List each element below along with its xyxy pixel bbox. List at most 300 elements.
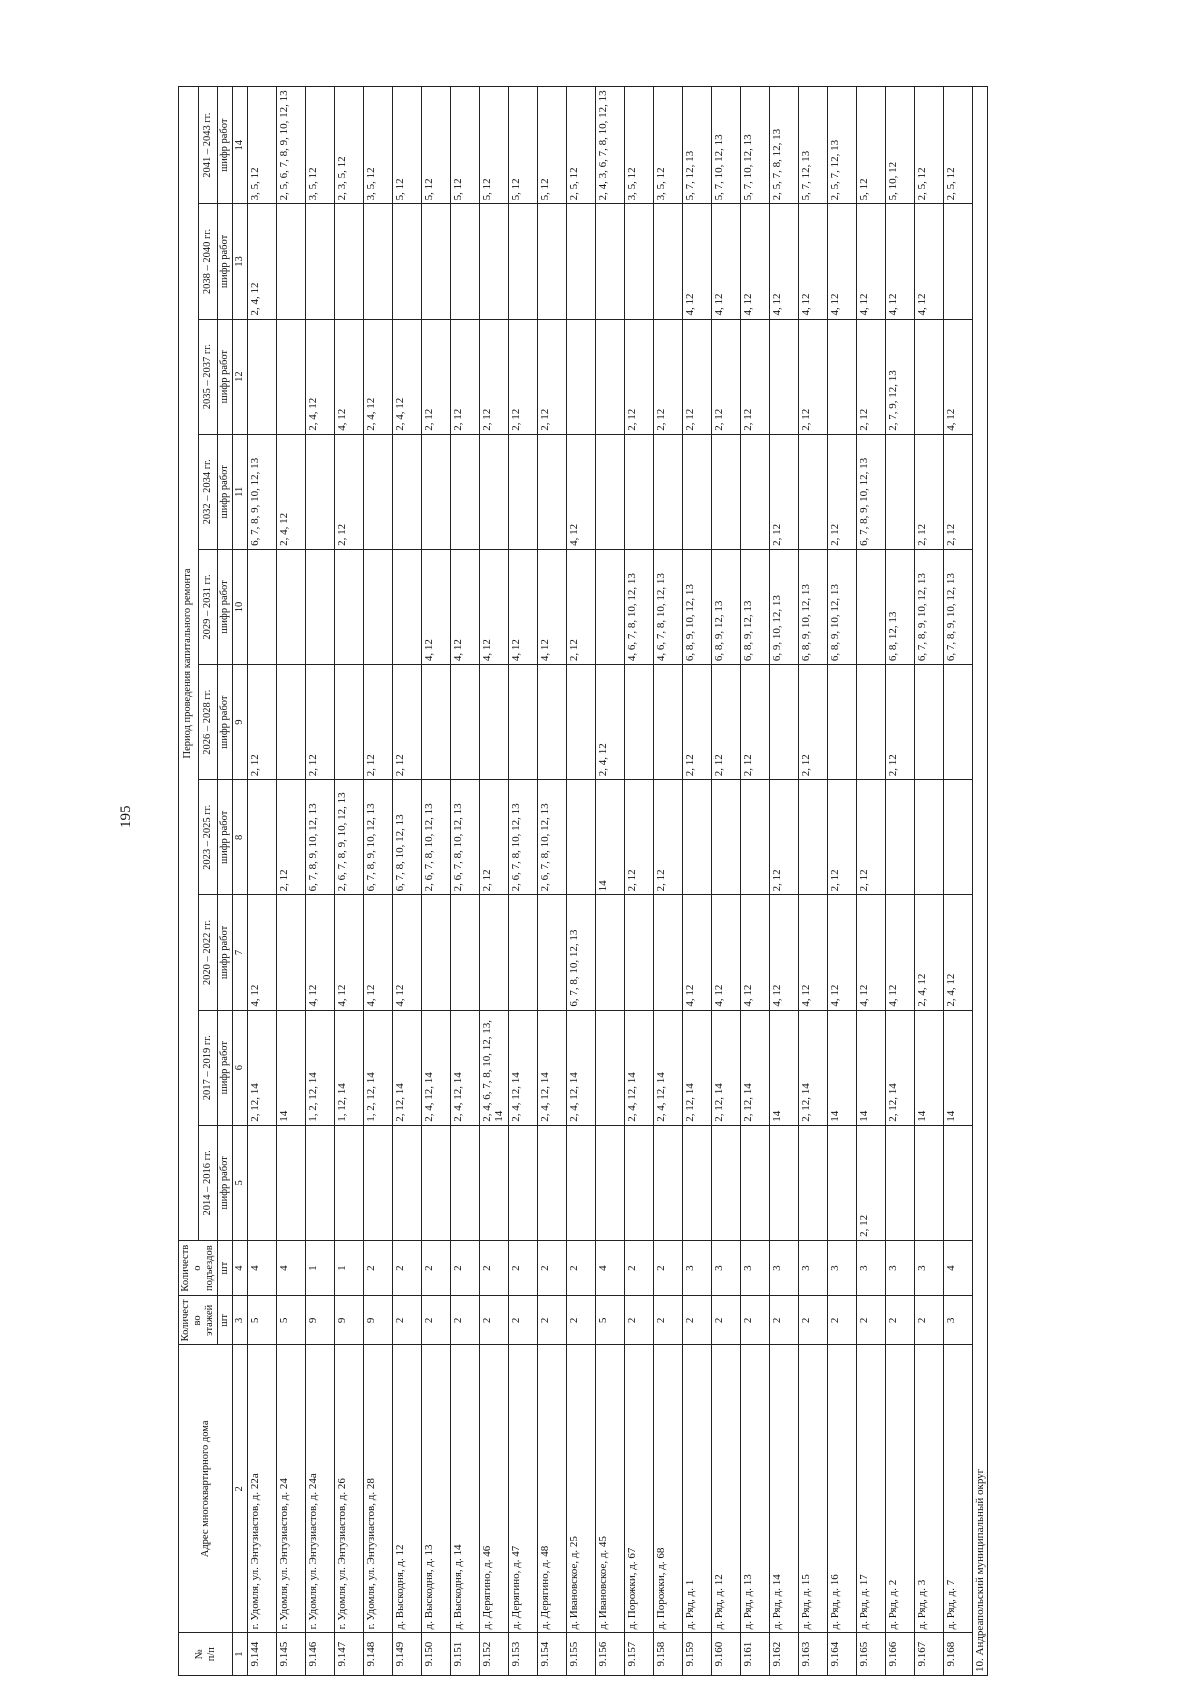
row-work-codes	[480, 204, 509, 319]
row-work-codes: 2, 4, 12, 14	[625, 1010, 654, 1125]
row-work-codes	[944, 665, 973, 780]
row-work-codes	[596, 549, 625, 664]
row-work-codes	[770, 665, 799, 780]
table-row	[683, 87, 712, 1676]
row-work-codes: 4, 12	[741, 895, 770, 1010]
row-entrances: 2	[451, 1240, 480, 1295]
index-cell: 13	[233, 204, 248, 319]
row-entrances: 2	[480, 1240, 509, 1295]
row-work-codes: 6, 8, 9, 12, 13	[712, 549, 741, 664]
table-row	[248, 87, 277, 1676]
row-address: д. Ряд, д. 3	[915, 1345, 944, 1633]
row-work-codes: 2, 12	[944, 434, 973, 549]
table-row	[799, 87, 828, 1676]
row-work-codes: 4, 12	[828, 895, 857, 1010]
row-work-codes: 5, 7, 12, 13	[683, 87, 712, 204]
row-address: д. Дерягино, д. 46	[480, 1345, 509, 1633]
row-work-codes	[364, 204, 393, 319]
row-work-codes: 4, 12	[509, 549, 538, 664]
row-address: д. Ивановское, д. 25	[567, 1345, 596, 1633]
row-entrances: 4	[944, 1240, 973, 1295]
table-row	[364, 87, 393, 1676]
table-row	[393, 87, 422, 1676]
row-work-codes	[683, 434, 712, 549]
row-work-codes: 5, 12	[393, 87, 422, 204]
row-work-codes: 14	[596, 780, 625, 895]
row-work-codes	[857, 549, 886, 664]
index-cell: 12	[233, 319, 248, 434]
row-work-codes	[422, 1125, 451, 1240]
row-floors: 2	[799, 1296, 828, 1345]
row-work-codes	[944, 1125, 973, 1240]
row-floors: 2	[683, 1296, 712, 1345]
row-work-codes	[422, 895, 451, 1010]
row-work-codes: 2, 12	[741, 665, 770, 780]
header-code-6: шифр работ	[218, 549, 233, 664]
header-period-7: 2032 – 2034 гг.	[198, 434, 218, 549]
index-cell: 2	[233, 1345, 248, 1633]
row-work-codes: 6, 7, 8, 9, 10, 12, 13	[857, 434, 886, 549]
row-entrances: 2	[567, 1240, 596, 1295]
row-work-codes	[451, 434, 480, 549]
row-address: д. Ивановское, д. 45	[596, 1345, 625, 1633]
row-address: д. Выскодня, д. 13	[422, 1345, 451, 1633]
row-work-codes	[393, 204, 422, 319]
row-work-codes	[480, 1125, 509, 1240]
table-row	[480, 87, 509, 1676]
index-cell: 11	[233, 434, 248, 549]
table-row	[538, 87, 567, 1676]
row-entrances: 1	[306, 1240, 335, 1295]
row-number: 9.152	[480, 1633, 509, 1676]
row-work-codes	[306, 204, 335, 319]
row-work-codes	[567, 1125, 596, 1240]
table-row	[306, 87, 335, 1676]
row-work-codes: 14	[770, 1010, 799, 1125]
row-floors: 2	[915, 1296, 944, 1345]
row-number: 9.167	[915, 1633, 944, 1676]
row-work-codes	[306, 1125, 335, 1240]
row-work-codes	[625, 665, 654, 780]
row-work-codes: 2, 5, 7, 8, 12, 13	[770, 87, 799, 204]
row-entrances: 2	[364, 1240, 393, 1295]
header-code-8: шифр работ	[218, 319, 233, 434]
row-number: 9.151	[451, 1633, 480, 1676]
row-work-codes: 2, 12	[770, 434, 799, 549]
row-floors: 2	[828, 1296, 857, 1345]
row-work-codes	[944, 780, 973, 895]
row-work-codes	[538, 895, 567, 1010]
header-code-5: шифр работ	[218, 665, 233, 780]
capital-repair-table-sheet	[178, 86, 1068, 1676]
row-entrances: 4	[248, 1240, 277, 1295]
table-row	[857, 87, 886, 1676]
table-row	[886, 87, 915, 1676]
row-work-codes: 2, 12	[886, 665, 915, 780]
row-entrances: 3	[857, 1240, 886, 1295]
row-work-codes	[277, 319, 306, 434]
row-entrances: 2	[625, 1240, 654, 1295]
row-work-codes: 2, 12	[799, 665, 828, 780]
row-work-codes	[886, 780, 915, 895]
row-number: 9.149	[393, 1633, 422, 1676]
index-cell: 10	[233, 549, 248, 664]
header-period-2: 2017 – 2019 гг.	[198, 1010, 218, 1125]
row-work-codes: 2, 12	[393, 665, 422, 780]
row-entrances: 4	[277, 1240, 306, 1295]
row-work-codes: 1, 2, 12, 14	[306, 1010, 335, 1125]
row-entrances: 3	[886, 1240, 915, 1295]
row-work-codes: 4, 12	[828, 204, 857, 319]
row-work-codes: 2, 12	[712, 665, 741, 780]
row-number: 9.163	[799, 1633, 828, 1676]
row-number: 9.161	[741, 1633, 770, 1676]
row-work-codes	[886, 434, 915, 549]
row-work-codes: 5, 7, 12, 13	[799, 87, 828, 204]
row-work-codes: 6, 8, 9, 10, 12, 13	[799, 549, 828, 664]
section-title: 10. Андреапольский муниципальный округ	[973, 87, 988, 1676]
row-work-codes	[625, 204, 654, 319]
row-number: 9.153	[509, 1633, 538, 1676]
row-work-codes: 6, 7, 8, 9, 10, 12, 13	[944, 549, 973, 664]
row-floors: 9	[335, 1296, 364, 1345]
row-number: 9.147	[335, 1633, 364, 1676]
row-floors: 2	[422, 1296, 451, 1345]
row-work-codes: 2, 4, 12	[306, 319, 335, 434]
index-cell: 8	[233, 780, 248, 895]
header-entrances: Количество подъездов	[179, 1240, 218, 1295]
row-address: д. Порожки, д. 67	[625, 1345, 654, 1633]
header-code-3: шифр работ	[218, 895, 233, 1010]
row-entrances: 2	[538, 1240, 567, 1295]
table-row	[625, 87, 654, 1676]
row-work-codes: 2, 12	[567, 549, 596, 664]
header-unit-floors: шт	[218, 1296, 233, 1345]
row-address: д. Дерягино, д. 48	[538, 1345, 567, 1633]
row-number: 9.145	[277, 1633, 306, 1676]
row-work-codes: 2, 12	[799, 319, 828, 434]
row-work-codes: 2, 4, 12, 14	[451, 1010, 480, 1125]
row-work-codes: 14	[915, 1010, 944, 1125]
row-work-codes: 4, 12	[364, 895, 393, 1010]
row-number: 9.155	[567, 1633, 596, 1676]
row-work-codes	[422, 204, 451, 319]
row-work-codes: 6, 8, 12, 13	[886, 549, 915, 664]
row-work-codes: 4, 12	[886, 895, 915, 1010]
row-entrances: 2	[422, 1240, 451, 1295]
row-work-codes: 4, 12	[944, 319, 973, 434]
row-work-codes: 2, 6, 7, 8, 10, 12, 13	[422, 780, 451, 895]
row-work-codes: 2, 12	[683, 665, 712, 780]
row-work-codes	[596, 204, 625, 319]
row-work-codes	[451, 895, 480, 1010]
row-work-codes: 14	[277, 1010, 306, 1125]
row-work-codes: 2, 12	[712, 319, 741, 434]
row-work-codes: 6, 7, 8, 9, 10, 12, 13	[364, 780, 393, 895]
row-work-codes	[915, 665, 944, 780]
row-address: г. Удомля, ул. Энтузиастов, д. 26	[335, 1345, 364, 1633]
row-work-codes	[799, 1125, 828, 1240]
header-unit-entrances: шт	[218, 1240, 233, 1295]
row-floors: 2	[770, 1296, 799, 1345]
row-work-codes: 2, 4, 3, 6, 7, 8, 10, 12, 13	[596, 87, 625, 204]
table-row	[915, 87, 944, 1676]
row-work-codes	[741, 434, 770, 549]
row-work-codes	[683, 780, 712, 895]
table-row	[567, 87, 596, 1676]
row-work-codes: 2, 4, 12, 14	[509, 1010, 538, 1125]
row-work-codes	[712, 1125, 741, 1240]
row-work-codes: 6, 7, 8, 9, 10, 12, 13	[306, 780, 335, 895]
row-address: д. Ряд, д. 12	[712, 1345, 741, 1633]
row-work-codes: 3, 5, 12	[248, 87, 277, 204]
row-work-codes	[799, 780, 828, 895]
row-work-codes: 4, 6, 7, 8, 10, 12, 13	[625, 549, 654, 664]
row-work-codes: 6, 9, 10, 12, 13	[770, 549, 799, 664]
row-work-codes: 2, 12, 14	[712, 1010, 741, 1125]
row-number: 9.148	[364, 1633, 393, 1676]
row-work-codes	[596, 895, 625, 1010]
table-row	[741, 87, 770, 1676]
row-work-codes	[393, 434, 422, 549]
table-row	[596, 87, 625, 1676]
row-work-codes	[567, 780, 596, 895]
index-cell: 3	[233, 1296, 248, 1345]
header-code-9: шифр работ	[218, 204, 233, 319]
row-work-codes: 4, 12	[857, 895, 886, 1010]
row-work-codes: 4, 12	[712, 895, 741, 1010]
row-work-codes	[741, 780, 770, 895]
row-work-codes	[828, 319, 857, 434]
index-cell: 6	[233, 1010, 248, 1125]
row-work-codes	[596, 1010, 625, 1125]
row-work-codes: 2, 12	[509, 319, 538, 434]
row-work-codes	[335, 204, 364, 319]
row-work-codes: 2, 12	[915, 434, 944, 549]
row-work-codes: 6, 8, 9, 12, 13	[741, 549, 770, 664]
row-work-codes	[277, 895, 306, 1010]
row-work-codes: 5, 10, 12	[886, 87, 915, 204]
row-floors: 2	[480, 1296, 509, 1345]
row-address: д. Ряд, д. 14	[770, 1345, 799, 1633]
row-work-codes	[944, 204, 973, 319]
row-work-codes	[451, 665, 480, 780]
row-address: д. Ряд, д. 15	[799, 1345, 828, 1633]
row-number: 9.164	[828, 1633, 857, 1676]
row-work-codes: 4, 12	[799, 895, 828, 1010]
row-work-codes: 2, 6, 7, 8, 10, 12, 13	[509, 780, 538, 895]
row-work-codes: 5, 12	[422, 87, 451, 204]
row-work-codes	[915, 1125, 944, 1240]
row-number: 9.159	[683, 1633, 712, 1676]
row-work-codes: 2, 12	[538, 319, 567, 434]
row-work-codes	[509, 204, 538, 319]
row-address: д. Ряд, д. 16	[828, 1345, 857, 1633]
row-work-codes: 3, 5, 12	[364, 87, 393, 204]
row-work-codes: 2, 12, 14	[886, 1010, 915, 1125]
table-row	[770, 87, 799, 1676]
row-work-codes	[886, 1125, 915, 1240]
row-work-codes	[596, 434, 625, 549]
row-work-codes: 2, 12, 14	[799, 1010, 828, 1125]
row-work-codes	[915, 319, 944, 434]
row-work-codes: 2, 12	[857, 1125, 886, 1240]
row-entrances: 3	[741, 1240, 770, 1295]
row-work-codes	[364, 549, 393, 664]
header-period: Период проведения капитального ремонта	[179, 87, 199, 1241]
header-index-row	[233, 87, 248, 1676]
row-work-codes: 2, 12	[451, 319, 480, 434]
row-work-codes: 5, 7, 10, 12, 13	[741, 87, 770, 204]
row-work-codes: 2, 12	[248, 665, 277, 780]
row-work-codes	[654, 1125, 683, 1240]
row-entrances: 2	[654, 1240, 683, 1295]
row-floors: 9	[306, 1296, 335, 1345]
row-work-codes	[509, 665, 538, 780]
table-row	[277, 87, 306, 1676]
row-floors: 3	[944, 1296, 973, 1345]
row-number: 9.166	[886, 1633, 915, 1676]
row-floors: 5	[596, 1296, 625, 1345]
row-work-codes: 2, 3, 5, 12	[335, 87, 364, 204]
row-floors: 5	[277, 1296, 306, 1345]
row-work-codes	[480, 434, 509, 549]
row-entrances: 3	[828, 1240, 857, 1295]
row-address: г. Удомля, ул. Энтузиастов, д. 22а	[248, 1345, 277, 1633]
row-work-codes	[625, 434, 654, 549]
row-work-codes: 3, 5, 12	[625, 87, 654, 204]
row-work-codes: 2, 6, 7, 8, 10, 12, 13	[538, 780, 567, 895]
row-entrances: 3	[683, 1240, 712, 1295]
row-entrances: 3	[915, 1240, 944, 1295]
row-work-codes: 2, 12	[335, 434, 364, 549]
row-work-codes: 1, 2, 12, 14	[364, 1010, 393, 1125]
row-work-codes: 2, 12	[480, 319, 509, 434]
row-work-codes	[248, 780, 277, 895]
row-address: д. Ряд, д. 7	[944, 1345, 973, 1633]
row-floors: 2	[567, 1296, 596, 1345]
row-work-codes: 1, 12, 14	[335, 1010, 364, 1125]
row-work-codes: 6, 8, 9, 10, 12, 13	[828, 549, 857, 664]
row-work-codes: 4, 12	[683, 895, 712, 1010]
row-work-codes	[857, 665, 886, 780]
row-work-codes: 4, 12	[770, 204, 799, 319]
header-code-1: шифр работ	[218, 1125, 233, 1240]
row-work-codes: 4, 12	[770, 895, 799, 1010]
row-work-codes	[393, 549, 422, 664]
row-work-codes	[306, 549, 335, 664]
table-row	[422, 87, 451, 1676]
row-work-codes: 2, 12	[422, 319, 451, 434]
row-work-codes	[596, 1125, 625, 1240]
row-work-codes: 2, 12	[277, 780, 306, 895]
row-work-codes: 2, 4, 12	[248, 204, 277, 319]
row-work-codes: 4, 12	[857, 204, 886, 319]
row-work-codes: 2, 4, 12, 14	[422, 1010, 451, 1125]
row-work-codes	[712, 434, 741, 549]
row-work-codes: 2, 12	[654, 780, 683, 895]
header-period-10: 2041 – 2043 гг.	[198, 87, 218, 204]
index-cell: 5	[233, 1125, 248, 1240]
row-work-codes: 2, 4, 12, 14	[538, 1010, 567, 1125]
header-address: Адрес многоквартирного дома	[179, 1345, 233, 1633]
row-work-codes: 6, 7, 8, 9, 10, 12, 13	[248, 434, 277, 549]
row-work-codes	[799, 434, 828, 549]
row-work-codes	[828, 665, 857, 780]
row-work-codes: 6, 7, 8, 9, 10, 12, 13	[915, 549, 944, 664]
row-work-codes	[567, 204, 596, 319]
row-address: д. Порожки, д. 68	[654, 1345, 683, 1633]
row-work-codes	[422, 665, 451, 780]
row-address: г. Удомля, ул. Энтузиастов, д. 28	[364, 1345, 393, 1633]
row-work-codes: 4, 12	[451, 549, 480, 664]
row-work-codes: 2, 12	[480, 780, 509, 895]
row-work-codes: 2, 12	[857, 780, 886, 895]
row-floors: 2	[654, 1296, 683, 1345]
row-work-codes: 5, 12	[538, 87, 567, 204]
row-floors: 5	[248, 1296, 277, 1345]
header-code-7: шифр работ	[218, 434, 233, 549]
row-work-codes: 2, 12	[770, 780, 799, 895]
row-work-codes	[770, 1125, 799, 1240]
row-address: д. Ряд, д. 1	[683, 1345, 712, 1633]
row-floors: 2	[886, 1296, 915, 1345]
table-row	[944, 87, 973, 1676]
row-work-codes: 4, 6, 7, 8, 10, 12, 13	[654, 549, 683, 664]
row-work-codes: 6, 7, 8, 10, 12, 13	[393, 780, 422, 895]
row-floors: 2	[625, 1296, 654, 1345]
row-work-codes	[480, 895, 509, 1010]
row-work-codes: 2, 12	[364, 665, 393, 780]
row-work-codes: 14	[857, 1010, 886, 1125]
header-code-10: шифр работ	[218, 87, 233, 204]
header-code-4: шифр работ	[218, 780, 233, 895]
row-work-codes: 4, 12	[480, 549, 509, 664]
row-work-codes: 4, 12	[538, 549, 567, 664]
index-cell: 7	[233, 895, 248, 1010]
row-work-codes	[306, 434, 335, 549]
row-work-codes	[248, 319, 277, 434]
row-work-codes	[683, 1125, 712, 1240]
row-work-codes	[625, 895, 654, 1010]
row-work-codes	[451, 1125, 480, 1240]
row-address: д. Ряд, д. 17	[857, 1345, 886, 1633]
table-row	[451, 87, 480, 1676]
row-entrances: 3	[799, 1240, 828, 1295]
row-work-codes: 2, 4, 6, 7, 8, 10, 12, 13, 14	[480, 1010, 509, 1125]
row-work-codes	[770, 319, 799, 434]
row-floors: 2	[538, 1296, 567, 1345]
row-work-codes: 2, 12, 14	[683, 1010, 712, 1125]
row-number: 9.168	[944, 1633, 973, 1676]
row-work-codes: 6, 8, 9, 10, 12, 13	[683, 549, 712, 664]
header-num: № п/п	[179, 1633, 233, 1676]
row-work-codes: 2, 7, 9, 12, 13	[886, 319, 915, 434]
row-work-codes: 14	[944, 1010, 973, 1125]
row-floors: 2	[393, 1296, 422, 1345]
row-work-codes	[538, 665, 567, 780]
row-work-codes: 2, 12	[306, 665, 335, 780]
row-work-codes	[596, 319, 625, 434]
row-work-codes: 2, 6, 7, 8, 10, 12, 13	[451, 780, 480, 895]
row-work-codes	[654, 434, 683, 549]
row-work-codes: 14	[828, 1010, 857, 1125]
row-work-codes: 4, 12	[712, 204, 741, 319]
row-work-codes	[451, 204, 480, 319]
row-work-codes	[335, 665, 364, 780]
row-work-codes	[509, 1125, 538, 1240]
header-row-1	[179, 87, 199, 1676]
